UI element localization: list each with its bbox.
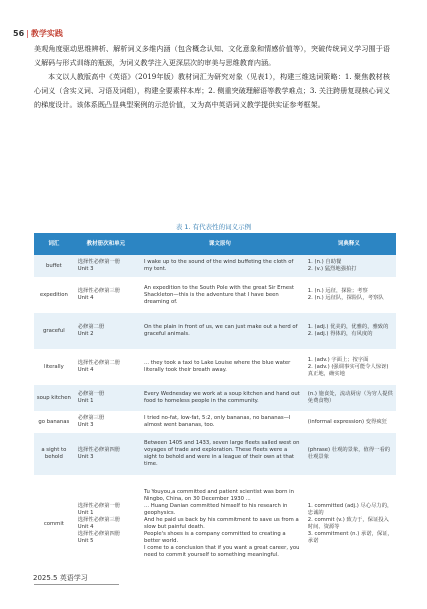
section-title: 教学实践 bbox=[30, 29, 63, 38]
example-sentence: ... they took a taxi to Lake Louise where the blue water literally took their breath away. bbox=[138, 349, 302, 385]
paragraph: 美观角度驱动思维辨析、解析词义多维内涵（包含概念认知、文化意象和情感价值等），突破传统词义学习囿于语义解码与形式训练的瓶颈，为词义教学注入更深层次的审美与思维教育内涵。 bbox=[34, 44, 390, 67]
textbook-source: 必修第三册 Unit 3 bbox=[74, 411, 138, 433]
example-sentence: On the plain in front of us, we can just make out a herd of graceful animals. bbox=[138, 313, 302, 349]
vocab-word: graceful bbox=[34, 313, 74, 349]
article-body bbox=[34, 42, 390, 112]
vocab-word: a sight to behold bbox=[34, 433, 74, 475]
column-header: 词典释义 bbox=[302, 233, 396, 255]
textbook-source: 选择性必修第三册 Unit 4 bbox=[74, 277, 138, 313]
textbook-source: 选择性必修第四册 Unit 3 bbox=[74, 433, 138, 475]
table-row bbox=[34, 411, 396, 433]
running-header bbox=[13, 28, 63, 39]
column-header: 词汇 bbox=[34, 233, 74, 255]
table-row bbox=[34, 349, 396, 385]
vocab-word: buffet bbox=[34, 255, 74, 277]
example-sentence: Between 1405 and 1433, seven large fleets sailed west on voyages of trade and exploration. These fleets were a sight to behold and were in a league of their own at that time. bbox=[138, 433, 302, 475]
example-sentence: Every Wednesday we work at a soup kitchen and hand out food to homeless people in the community. bbox=[138, 385, 302, 411]
example-sentence: An expedition to the South Pole with the great Sir Ernest Shackleton—this is the adventure that I have been dreaming of. bbox=[138, 277, 302, 313]
vocab-word: go bananas bbox=[34, 411, 74, 433]
textbook-source: 选择性必修第一册 Unit 3 bbox=[74, 255, 138, 277]
example-sentence: I tried no-fat, low-fat, 5:2, only bananas, no bananas—I almost went bananas, too. bbox=[138, 411, 302, 433]
table-row bbox=[34, 313, 396, 349]
table-row bbox=[34, 433, 396, 475]
textbook-source: 必修第一册 Unit 1 bbox=[74, 385, 138, 411]
textbook-source: 选择性必修第一册 Unit 1 选择性必修第三册 Unit 4 选择性必修第四册 Unit 5 bbox=[74, 475, 138, 573]
textbook-source: 选择性必修第二册 Unit 4 bbox=[74, 349, 138, 385]
header-divider: | bbox=[26, 29, 29, 38]
vocab-word: soup kitchen bbox=[34, 385, 74, 411]
vocab-word: expedition bbox=[34, 277, 74, 313]
example-sentence: Tu Youyou,a committed and patient scientist was born in Ningbo, China, on 30 December 1930 ... ... Huang Danian committed himself to his research in geophysics. And he paid us back by his commitment to save us from a slow but painful death. People's shoes is a company committed to creating a better world. I come to a conclusion that if you want a great career, you need to commit yourself to something meaningful. bbox=[138, 475, 302, 573]
vocab-word: literally bbox=[34, 349, 74, 385]
footer-rule bbox=[34, 584, 119, 585]
page-number: 56 bbox=[13, 29, 25, 38]
textbook-source: 必修第二册 Unit 2 bbox=[74, 313, 138, 349]
dictionary-definition: (informal expression) 变得疯狂 bbox=[302, 411, 396, 433]
example-sentence: I wake up to the sound of the wind buffeting the cloth of my tent. bbox=[138, 255, 302, 277]
dictionary-definition: 1. (adv.) 字面上；按字面 2. (adv.) (强调事实可能令人惊讶) 真正地，确实地 bbox=[302, 349, 396, 385]
table-row bbox=[34, 277, 396, 313]
table-row bbox=[34, 255, 396, 277]
column-header: 课文原句 bbox=[138, 233, 302, 255]
page-footer: 2025.5 英语学习 bbox=[33, 574, 88, 582]
dictionary-definition: 1. committed (adj.) 尽心尽力的，忠诚的 2. commit (v.) 致力于，保证投入时间、资源等 3. commitment (n.) 承诺，保证，承诺 bbox=[302, 475, 396, 573]
vocabulary-table bbox=[34, 233, 396, 573]
dictionary-definition: 1. (adj.) 优美的，优雅的，雅致的 2. (adj.) 得体的，有风度的 bbox=[302, 313, 396, 349]
table-header-row bbox=[34, 233, 396, 255]
paragraph: 本文以人教版高中《英语》（2019年版）教材词汇为研究对象（见表1），构建三维选词策略：1. 聚焦教材核心词义（含实义词、习语及词组），构建全要素样本库；2. 侧重突破理解语等教学难点；3. 关注跨册复现核心词义的梯度设计。该体系既凸显典型案例的示范价值，又为高中英语词义教学提供实证参考框架。 bbox=[34, 72, 390, 109]
column-header: 教材册次和单元 bbox=[74, 233, 138, 255]
table-row bbox=[34, 385, 396, 411]
dictionary-definition: (phrase) 壮观的景象，值得一看的壮观景象 bbox=[302, 433, 396, 475]
dictionary-definition: (n.) 施食处，流动厨房（为穷人提供免费食物） bbox=[302, 385, 396, 411]
dictionary-definition: 1. (n.) 自助餐 2. (v.) 猛烈地强拍打 bbox=[302, 255, 396, 277]
dictionary-definition: 1. (n.) 远征，探险；考察 2. (n.) 远征队，探险队，考察队 bbox=[302, 277, 396, 313]
vocab-word: commit bbox=[34, 475, 74, 573]
table-caption: 表 1. 有代表性的词义示例 bbox=[175, 223, 252, 231]
table-row bbox=[34, 475, 396, 573]
